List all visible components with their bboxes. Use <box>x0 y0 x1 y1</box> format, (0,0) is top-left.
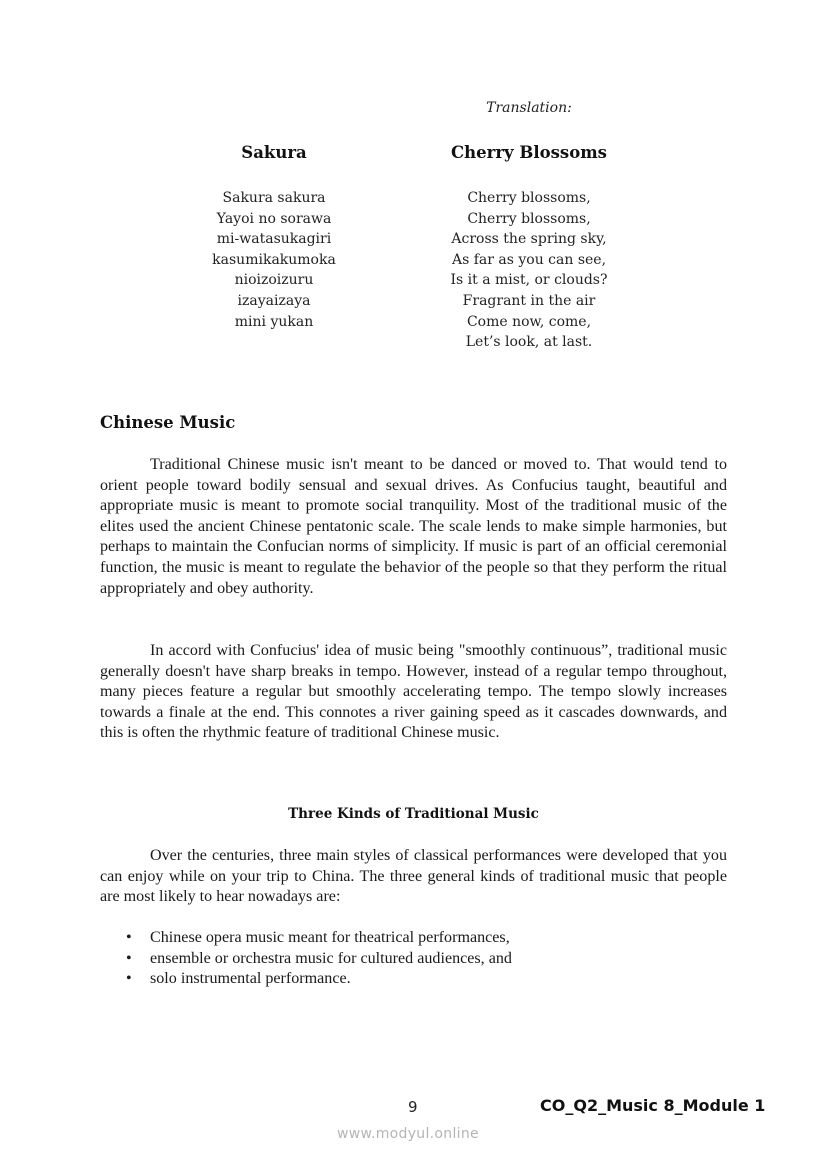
poem-original-title: Sakura <box>241 143 307 162</box>
poem-line: Come now, come, <box>466 313 592 330</box>
list-item-text: Chinese opera music meant for theatrical performances, <box>150 929 510 946</box>
poem-line: Fragrant in the air <box>462 292 596 309</box>
poem-line: Yayoi no sorawa <box>216 210 332 227</box>
list-item-text: solo instrumental performance. <box>150 970 351 988</box>
list-item <box>100 928 727 949</box>
page-number: 9 <box>408 1098 418 1116</box>
poem-line: nioizoizuru <box>234 272 314 289</box>
poem-line: izayaizaya <box>237 292 311 309</box>
poem-line: Across the spring sky, <box>451 231 607 248</box>
bullet-icon: • <box>126 949 132 967</box>
poem-original <box>170 142 378 332</box>
poem-line: Cherry blossoms, <box>467 210 591 227</box>
poem-line: Cherry blossoms, <box>467 190 591 206</box>
poem-line: Let’s look, at last. <box>465 334 593 351</box>
poem-line: As far as you can see, <box>451 251 607 268</box>
poem-line: mini yukan <box>234 313 314 330</box>
list-item-text: ensemble or orchestra music for cultured audiences, and <box>150 949 512 967</box>
poem-translation-title: Cherry Blossoms <box>451 143 607 162</box>
translation-label: Translation: <box>486 100 572 116</box>
paragraph: Over the centuries, three main styles of classical performances were developed that you can enjoy while on your trip to China. The three general kinds of traditional music that people are most likely to hear nowadays are: <box>100 847 727 906</box>
poem-line: mi-watasukagiri <box>216 231 332 248</box>
paragraph: Traditional Chinese music isn't meant to be danced or moved to. That would tend to orient people toward bodily sensual and sexual drives. As Confucius taught, beautiful and appropriate music is meant to promote social tranquility. Most of the traditional music of the elites used the ancient Chinese pentatonic scale. The scale lends to make simple harmonies, but perhaps to maintain the Confucian norms of simplicity. If music is part of an official ceremonial function, the music is meant to regulate the behavior of the people so that they perform the ritual appropriately and obey authority. <box>100 456 727 597</box>
list-item <box>100 969 727 990</box>
bullet-list <box>100 928 727 990</box>
module-code: CO_Q2_Music 8_Module 1 <box>540 1096 766 1115</box>
paragraph: In accord with Confucius' idea of music being "smoothly continuous”, traditional music generally doesn't have sharp breaks in tempo. However, instead of a regular tempo throughout, many pieces feature a regular but smoothly accelerating tempo. The tempo slowly increases towards a finale at the end. This connotes a river gaining speed as it cascades downwards, and this is often the rhythmic feature of traditional Chinese music. <box>100 642 727 742</box>
bullet-icon: • <box>126 970 132 988</box>
list-item <box>100 949 727 970</box>
bullet-icon: • <box>126 929 132 946</box>
watermark: www.modyul.online <box>337 1126 479 1142</box>
poem-line: kasumikakumoka <box>212 251 336 268</box>
subheading: Three Kinds of Traditional Music <box>288 806 539 822</box>
section-title: Chinese Music <box>100 413 236 432</box>
poem-line: Is it a mist, or clouds? <box>450 272 608 289</box>
poem-line: Sakura sakura <box>222 190 326 206</box>
poem-translation <box>407 142 651 353</box>
